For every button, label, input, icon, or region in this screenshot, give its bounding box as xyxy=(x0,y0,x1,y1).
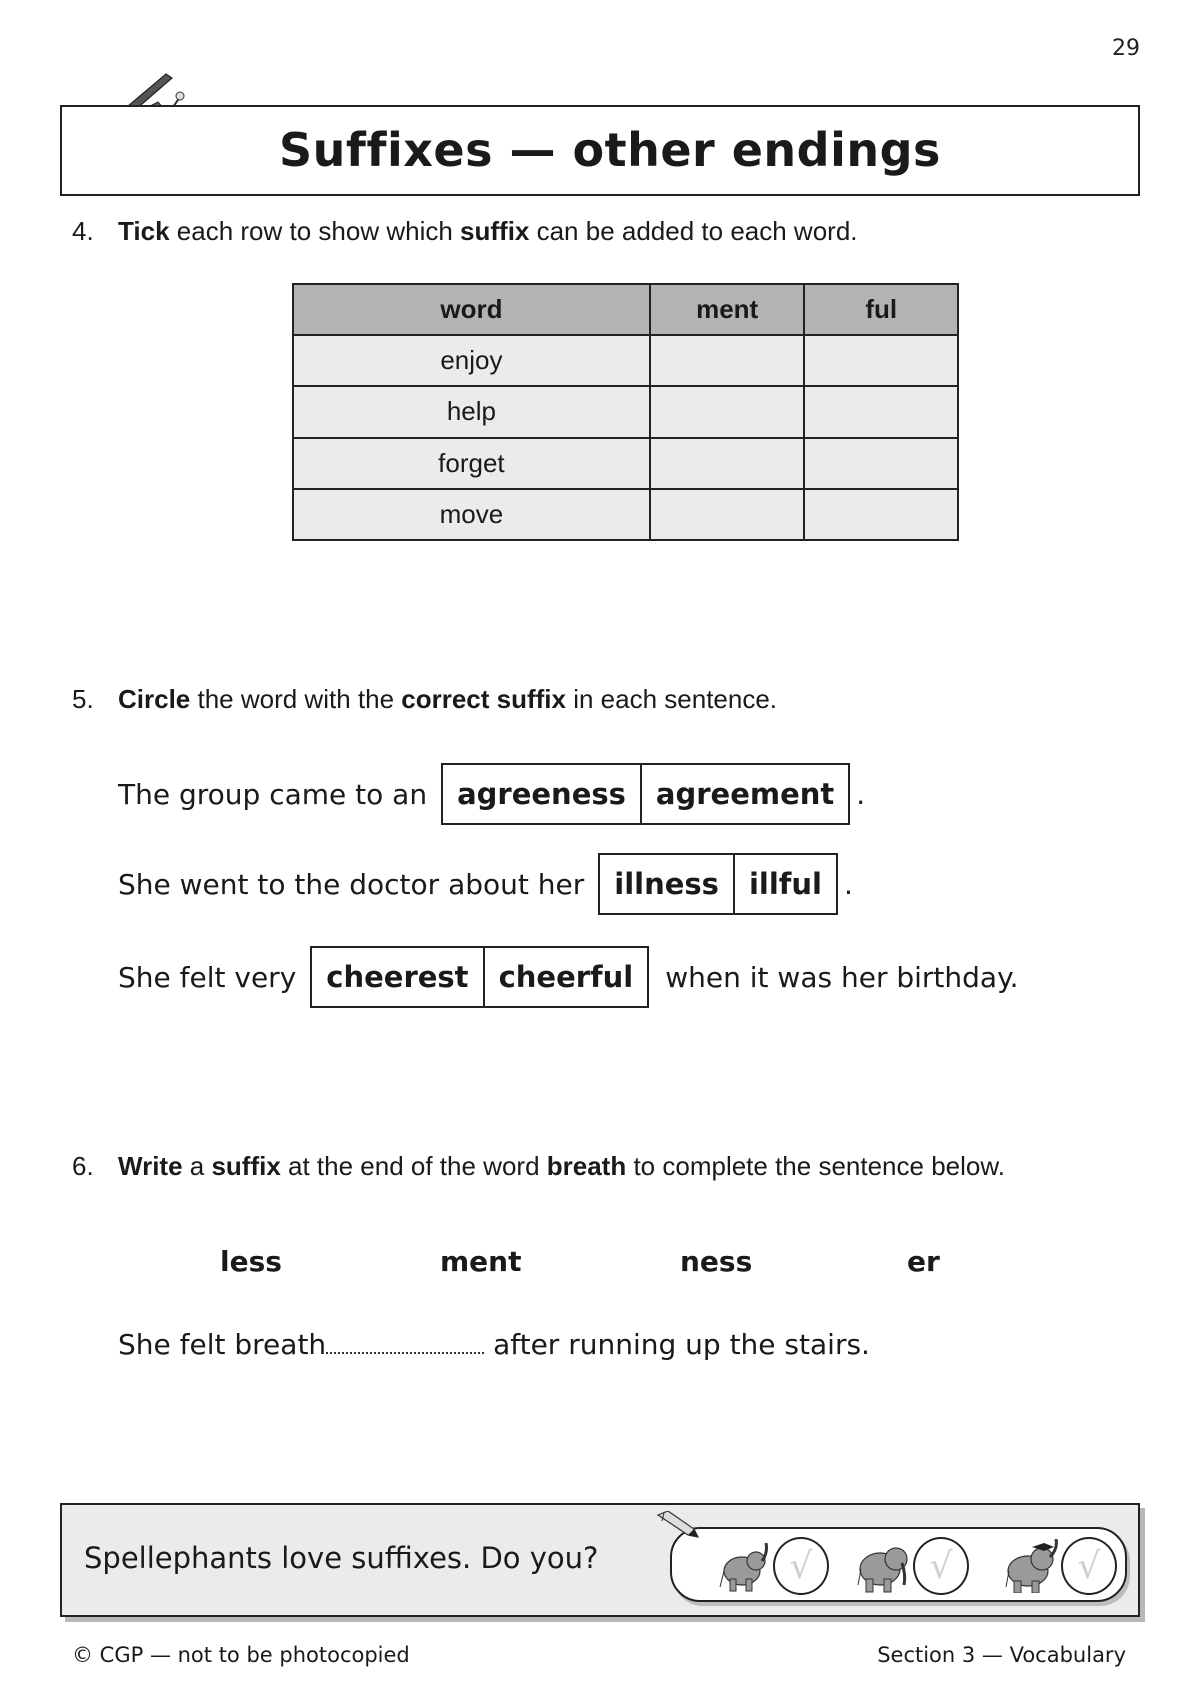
question-number: 5. xyxy=(72,684,94,714)
tick-cell-ful[interactable] xyxy=(804,335,958,386)
keyword-suffix: suffix xyxy=(211,1151,281,1181)
suffix-option: er xyxy=(907,1245,940,1278)
tick-cell-ful[interactable] xyxy=(804,386,958,437)
keyword-circle: Circle xyxy=(118,684,191,714)
word-cell: forget xyxy=(293,438,650,489)
choice-option[interactable]: cheerful xyxy=(483,948,648,1006)
tick-cell-ful[interactable] xyxy=(804,489,958,540)
instruction-text: at the end of the word xyxy=(280,1151,547,1181)
suffix-option: ness xyxy=(680,1245,753,1278)
choice-box xyxy=(598,853,838,915)
choice-option[interactable]: illness xyxy=(614,867,719,901)
rating-option-3[interactable] xyxy=(1004,1535,1114,1597)
elephant-small-icon xyxy=(716,1539,772,1593)
sentence-text: . xyxy=(856,777,866,811)
column-header-word: word xyxy=(293,284,650,335)
keyword-breath: breath xyxy=(546,1151,627,1181)
pencil-icon xyxy=(654,1511,704,1541)
copyright-notice: © CGP — not to be photocopied xyxy=(72,1643,410,1667)
suffix-option: less xyxy=(220,1245,282,1278)
rating-option-2[interactable] xyxy=(856,1535,966,1597)
title-banner xyxy=(60,105,1140,196)
rating-option-1[interactable] xyxy=(716,1535,826,1597)
sentence-text: . xyxy=(843,867,853,901)
sentence-text: after running up the stairs. xyxy=(484,1328,870,1361)
tick-cell-ment[interactable] xyxy=(650,335,805,386)
tick-circle[interactable]: √ xyxy=(1061,1537,1117,1595)
instruction-text: a xyxy=(182,1151,212,1181)
fill-in-sentence xyxy=(118,1328,870,1361)
column-header-ment: ment xyxy=(650,284,805,335)
suffix-tick-table xyxy=(292,283,959,541)
choice-option[interactable]: cheerest xyxy=(326,960,469,994)
choice-option[interactable]: illful xyxy=(733,855,836,913)
table-header-row xyxy=(293,284,958,335)
sentence-3 xyxy=(118,946,1019,1008)
tick-circle[interactable]: √ xyxy=(773,1537,829,1595)
sentence-text: The group came to an xyxy=(118,777,428,811)
column-header-ful: ful xyxy=(804,284,958,335)
tick-cell-ment[interactable] xyxy=(650,438,805,489)
sentence-1 xyxy=(118,763,865,825)
instruction-text: each row to show which xyxy=(169,216,461,246)
word-cell: move xyxy=(293,489,650,540)
keyword-tick: Tick xyxy=(118,216,170,246)
sentence-text: She went to the doctor about her xyxy=(118,867,585,901)
page-number: 29 xyxy=(1112,36,1140,61)
instruction-text: to complete the sentence below. xyxy=(626,1151,1005,1181)
page-title: Suffixes — other endings xyxy=(279,123,941,177)
table-row xyxy=(293,489,958,540)
sentence-2 xyxy=(118,853,853,915)
section-label: Section 3 — Vocabulary xyxy=(877,1643,1126,1667)
question-number: 6. xyxy=(72,1151,94,1181)
keyword-correct-suffix: correct suffix xyxy=(401,684,566,714)
sentence-text: She felt very xyxy=(118,960,297,994)
tick-circle[interactable]: √ xyxy=(913,1537,969,1595)
rating-pill xyxy=(670,1527,1127,1602)
tick-cell-ful[interactable] xyxy=(804,438,958,489)
keyword-suffix: suffix xyxy=(460,216,530,246)
choice-box xyxy=(441,763,850,825)
elephant-graduate-icon xyxy=(1004,1539,1060,1593)
question-number: 4. xyxy=(72,216,94,246)
answer-blank[interactable] xyxy=(326,1332,484,1354)
question-6-instruction xyxy=(72,1151,1005,1182)
self-assessment-prompt: Spellephants love suffixes. Do you? xyxy=(84,1541,599,1575)
tick-cell-ment[interactable] xyxy=(650,386,805,437)
self-assessment-box xyxy=(60,1503,1140,1617)
elephant-medium-icon xyxy=(856,1539,912,1593)
choice-option[interactable]: agreement xyxy=(640,765,848,823)
table-row xyxy=(293,386,958,437)
choice-box xyxy=(310,946,649,1008)
table-row xyxy=(293,335,958,386)
question-4-instruction xyxy=(72,216,858,247)
instruction-text: in each sentence. xyxy=(566,684,778,714)
table-row xyxy=(293,438,958,489)
sentence-text: when it was her birthday. xyxy=(665,960,1019,994)
instruction-text: can be added to each word. xyxy=(529,216,858,246)
suffix-option: ment xyxy=(440,1245,522,1278)
sentence-text: She felt breath xyxy=(118,1328,327,1361)
choice-option[interactable]: agreeness xyxy=(457,777,626,811)
question-5-instruction xyxy=(72,684,777,715)
keyword-write: Write xyxy=(118,1151,183,1181)
word-cell: help xyxy=(293,386,650,437)
instruction-text: the word with the xyxy=(190,684,402,714)
word-cell: enjoy xyxy=(293,335,650,386)
tick-cell-ment[interactable] xyxy=(650,489,805,540)
